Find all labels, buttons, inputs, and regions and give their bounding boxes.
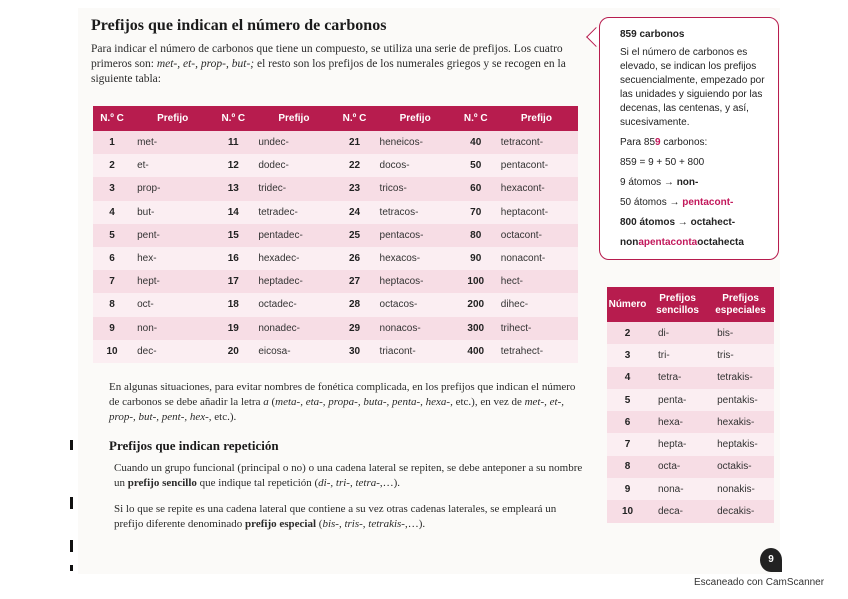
- special-prefix: bis-: [707, 322, 774, 344]
- prefix-cell: tetradec-: [252, 201, 335, 224]
- margin-mark: [70, 497, 73, 509]
- table-row: [607, 344, 774, 366]
- simple-prefix: hepta-: [648, 433, 707, 455]
- carbon-count: 300: [457, 317, 495, 340]
- prefix-cell: nonadec-: [252, 317, 335, 340]
- table-row: [93, 224, 578, 247]
- callout-heading: 859 carbonos: [620, 29, 685, 40]
- carbon-count: 100: [457, 270, 495, 293]
- col-header-nc: N.º C: [214, 106, 252, 131]
- carbon-count: 15: [214, 224, 252, 247]
- carbon-count: 80: [457, 224, 495, 247]
- table-row: [93, 270, 578, 293]
- prefix-cell: pentadec-: [252, 224, 335, 247]
- repetition-prefix-table: [607, 287, 774, 523]
- prefix-cell: dihec-: [495, 293, 578, 316]
- scanner-watermark: Escaneado con CamScanner: [694, 577, 825, 588]
- carbon-count: 8: [93, 293, 131, 316]
- callout-step-3: 800 átomos → octahect-: [620, 217, 736, 228]
- prefix-cell: docos-: [374, 154, 457, 177]
- prefix-cell: octacont-: [495, 224, 578, 247]
- table-row: [93, 293, 578, 316]
- repeat-number: 6: [607, 411, 648, 433]
- callout-sum-line: 859 = 9 + 50 + 800: [620, 157, 705, 168]
- prefix-cell: hexadec-: [252, 247, 335, 270]
- prefix-cell: prop-: [131, 177, 214, 200]
- side-col-header: Prefijos especiales: [707, 287, 774, 322]
- col-header-prefix: Prefijo: [131, 106, 214, 131]
- margin-mark: [70, 565, 73, 571]
- simple-prefix: tri-: [648, 344, 707, 366]
- special-prefix: octakis-: [707, 456, 774, 478]
- prefix-cell: octacos-: [374, 293, 457, 316]
- carbon-count: 40: [457, 131, 495, 154]
- col-header-nc: N.º C: [335, 106, 373, 131]
- carbon-count: 24: [335, 201, 373, 224]
- carbon-count: 200: [457, 293, 495, 316]
- special-prefix: tetrakis-: [707, 367, 774, 389]
- carbon-count: 29: [335, 317, 373, 340]
- carbon-count: 26: [335, 247, 373, 270]
- carbon-count: 60: [457, 177, 495, 200]
- carbon-count: 30: [335, 340, 373, 363]
- col-header-prefix: Prefijo: [374, 106, 457, 131]
- side-col-header: Número: [607, 287, 648, 322]
- intro-paragraph: Para indicar el número de carbonos que tiene un compuesto, se utiliza una serie de prefijos. Los cuatro primeros son: met-, et-, prop-, but-; el resto son los prefijos de los numerales griegos y se recogen en la siguiente tabla:: [91, 43, 566, 85]
- prefix-cell: pentacont-: [495, 154, 578, 177]
- carbon-count: 19: [214, 317, 252, 340]
- prefix-cell: octadec-: [252, 293, 335, 316]
- carbon-count: 20: [214, 340, 252, 363]
- section-title: Prefijos que indican el número de carbonos: [91, 17, 387, 34]
- prefix-cell: pent-: [131, 224, 214, 247]
- prefix-cell: hexacont-: [495, 177, 578, 200]
- simple-prefix: octa-: [648, 456, 707, 478]
- page-number-badge: 9: [760, 548, 782, 572]
- vowel-a-paragraph: En algunas situaciones, para evitar nombres de fonética complicada, en los prefijos que indican el número de carbonos se debe añadir la letra a (meta-, eta-, propa-, buta-, penta-, hexa-, etc.), en vez de met-, et-, prop-, but-, pent-, hex-, etc.).: [109, 381, 576, 423]
- side-col-header: Prefijos sencillos: [648, 287, 707, 322]
- simple-prefix-paragraph: Cuando un grupo funcional (principal o no) o una cadena lateral se repiten, se debe anteponer a su nombre un prefijo sencillo que indique tal repetición (di-, tri-, tetra-,…).: [114, 462, 583, 489]
- prefix-cell: heneicos-: [374, 131, 457, 154]
- carbon-count: 5: [93, 224, 131, 247]
- special-prefix: tris-: [707, 344, 774, 366]
- special-prefix: hexakis-: [707, 411, 774, 433]
- repeat-number: 3: [607, 344, 648, 366]
- margin-mark: [70, 440, 73, 450]
- table-row: [93, 177, 578, 200]
- carbon-count: 23: [335, 177, 373, 200]
- table-row: [607, 478, 774, 500]
- prefix-cell: nonacont-: [495, 247, 578, 270]
- table-row: [607, 367, 774, 389]
- carbon-count: 50: [457, 154, 495, 177]
- prefix-cell: tetracos-: [374, 201, 457, 224]
- table-row: [93, 154, 578, 177]
- prefix-cell: hept-: [131, 270, 214, 293]
- example-callout-box: [599, 17, 779, 260]
- table-row: [93, 131, 578, 154]
- prefix-cell: pentacos-: [374, 224, 457, 247]
- carbon-count: 400: [457, 340, 495, 363]
- carbon-count: 22: [335, 154, 373, 177]
- table-row: [607, 411, 774, 433]
- prefix-cell: eicosa-: [252, 340, 335, 363]
- prefix-cell: et-: [131, 154, 214, 177]
- repeat-number: 10: [607, 500, 648, 522]
- prefix-cell: dodec-: [252, 154, 335, 177]
- repeat-number: 9: [607, 478, 648, 500]
- carbon-count: 4: [93, 201, 131, 224]
- prefix-cell: nonacos-: [374, 317, 457, 340]
- carbon-count: 25: [335, 224, 373, 247]
- table-row: [607, 456, 774, 478]
- col-header-prefix: Prefijo: [495, 106, 578, 131]
- prefix-cell: hect-: [495, 270, 578, 293]
- margin-mark: [70, 540, 73, 552]
- prefix-cell: triacont-: [374, 340, 457, 363]
- callout-step-2: 50 átomos → pentacont-: [620, 197, 734, 208]
- prefix-cell: heptacont-: [495, 201, 578, 224]
- repeat-number: 8: [607, 456, 648, 478]
- table-row: [607, 322, 774, 344]
- carbon-count: 18: [214, 293, 252, 316]
- prefix-cell: undec-: [252, 131, 335, 154]
- repetition-subtitle: Prefijos que indican repetición: [109, 438, 279, 453]
- carbon-count: 11: [214, 131, 252, 154]
- prefix-cell: tricos-: [374, 177, 457, 200]
- callout-description: Si el número de carbonos es elevado, se indican los prefijos secuencialmente, empezado por las unidades y siguiendo por las decenas, las centenas, y así, sucesivamente.: [620, 47, 765, 128]
- carbon-count: 12: [214, 154, 252, 177]
- col-header-nc: N.º C: [457, 106, 495, 131]
- special-prefix: decakis-: [707, 500, 774, 522]
- table-row: [607, 500, 774, 522]
- prefix-cell: hexacos-: [374, 247, 457, 270]
- carbon-count: 27: [335, 270, 373, 293]
- prefix-cell: oct-: [131, 293, 214, 316]
- table-row: [607, 433, 774, 455]
- table-row: [93, 247, 578, 270]
- carbon-count: 90: [457, 247, 495, 270]
- carbon-prefix-table: [93, 106, 578, 363]
- simple-prefix: di-: [648, 322, 707, 344]
- simple-prefix: deca-: [648, 500, 707, 522]
- prefix-cell: hex-: [131, 247, 214, 270]
- repeat-number: 5: [607, 389, 648, 411]
- prefix-cell: heptacos-: [374, 270, 457, 293]
- simple-prefix: tetra-: [648, 367, 707, 389]
- carbon-count: 7: [93, 270, 131, 293]
- carbon-count: 9: [93, 317, 131, 340]
- carbon-count: 3: [93, 177, 131, 200]
- callout-result: nonapentacontaoctahecta: [620, 237, 744, 248]
- repeat-number: 2: [607, 322, 648, 344]
- carbon-count: 13: [214, 177, 252, 200]
- carbon-count: 17: [214, 270, 252, 293]
- col-header-nc: N.º C: [93, 106, 131, 131]
- prefix-cell: dec-: [131, 340, 214, 363]
- callout-para-line: Para 859 carbonos:: [620, 137, 708, 148]
- carbon-count: 28: [335, 293, 373, 316]
- table-row: [93, 340, 578, 363]
- simple-prefix: penta-: [648, 389, 707, 411]
- carbon-count: 1: [93, 131, 131, 154]
- callout-step-1: 9 átomos → non-: [620, 177, 699, 188]
- carbon-count: 21: [335, 131, 373, 154]
- table-row: [93, 201, 578, 224]
- carbon-count: 10: [93, 340, 131, 363]
- carbon-count: 2: [93, 154, 131, 177]
- col-header-prefix: Prefijo: [252, 106, 335, 131]
- prefix-cell: non-: [131, 317, 214, 340]
- special-prefix-paragraph: Si lo que se repite es una cadena lateral que contiene a su vez otras cadenas laterales, se empleará un prefijo diferente denominado prefijo especial (bis-, tris-, tetrakis-,…).: [114, 503, 557, 530]
- simple-prefix: nona-: [648, 478, 707, 500]
- prefix-cell: met-: [131, 131, 214, 154]
- prefix-cell: tetracont-: [495, 131, 578, 154]
- prefix-cell: heptadec-: [252, 270, 335, 293]
- carbon-count: 70: [457, 201, 495, 224]
- simple-prefix: hexa-: [648, 411, 707, 433]
- carbon-count: 14: [214, 201, 252, 224]
- repeat-number: 4: [607, 367, 648, 389]
- table-row: [607, 389, 774, 411]
- repeat-number: 7: [607, 433, 648, 455]
- special-prefix: pentakis-: [707, 389, 774, 411]
- special-prefix: heptakis-: [707, 433, 774, 455]
- carbon-count: 6: [93, 247, 131, 270]
- prefix-cell: tridec-: [252, 177, 335, 200]
- special-prefix: nonakis-: [707, 478, 774, 500]
- prefix-cell: trihect-: [495, 317, 578, 340]
- table-row: [93, 317, 578, 340]
- prefix-cell: tetrahect-: [495, 340, 578, 363]
- carbon-count: 16: [214, 247, 252, 270]
- prefix-cell: but-: [131, 201, 214, 224]
